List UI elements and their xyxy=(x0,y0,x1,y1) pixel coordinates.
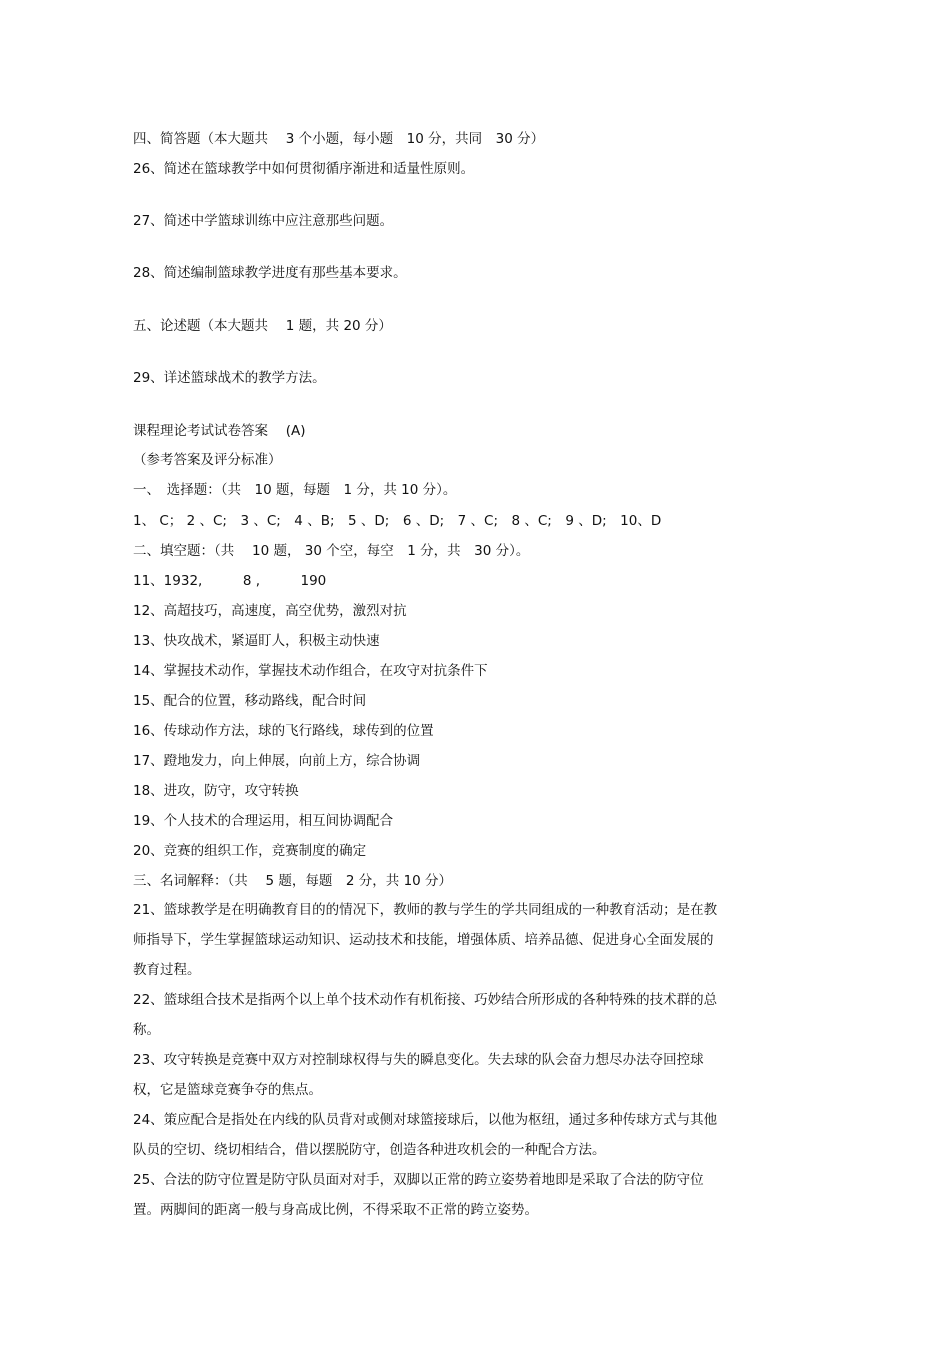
answer-sheet-subtitle: （参考答案及评分标准） xyxy=(133,452,282,468)
answer-15: 15、配合的位置，移动路线，配合时间 xyxy=(133,693,367,709)
answer-22: 22、篮球组合技术是指两个以上单个技术动作有机衔接、巧妙结合所形成的各种特殊的技术群的总称。 xyxy=(133,992,718,1038)
question-27: 27、简述中学篮球训练中应注意那些问题。 xyxy=(133,213,394,229)
answer-12: 12、高超技巧，高速度，高空优势，激烈对抗 xyxy=(133,603,407,619)
answer-13: 13、快攻战术，紧逼盯人，积极主动快速 xyxy=(133,633,380,649)
answer-11: 11、1932, 8 , 190 xyxy=(133,573,327,589)
section-5-title: 五、论述题（本大题共 1 题，共 20 分） xyxy=(133,318,392,334)
answer-24: 24、策应配合是指处在内线的队员背对或侧对球篮接球后，以他为枢纽，通过多种传球方式与其他队员的空切、绕切相结合，借以摆脱防守，创造各种进攻机会的一种配合方法。 xyxy=(133,1112,718,1158)
answer-17: 17、蹬地发力，向上伸展，向前上方，综合协调 xyxy=(133,753,421,769)
answer-19: 19、个人技术的合理运用，相互间协调配合 xyxy=(133,813,394,829)
part-1-title: 一、 选择题：（共 10 题，每题 1 分，共 10 分）。 xyxy=(133,482,457,498)
answer-sheet-title: 课程理论考试试卷答案 (A) xyxy=(133,423,306,439)
question-29: 29、详述篮球战术的教学方法。 xyxy=(133,370,326,386)
part-1-answers: 1、 C； 2 、C; 3 、C; 4 、B; 5 、D; 6 、D; 7 、C; 8 、C; 9 、D; 10、D xyxy=(133,513,662,529)
question-26: 26、简述在篮球教学中如何贯彻循序渐进和适量性原则。 xyxy=(133,161,475,177)
answer-21: 21、篮球教学是在明确教育目的的情况下，教师的教与学生的学共同组成的一种教育活动；是在教师指导下，学生掌握篮球运动知识、运动技术和技能，增强体质、培养品德、促进身心全面发展的教育过程。 xyxy=(133,902,718,978)
part-3-title: 三、名词解释：（共 5 题，每题 2 分，共 10 分） xyxy=(133,873,453,889)
answer-16: 16、传球动作方法，球的飞行路线，球传到的位置 xyxy=(133,723,434,739)
part-2-title: 二、填空题：（共 10 题， 30 个空，每空 1 分，共 30 分）。 xyxy=(133,543,530,559)
section-4-title: 四、简答题（本大题共 3 个小题，每小题 10 分，共同 30 分） xyxy=(133,131,545,147)
answer-18: 18、进攻，防守，攻守转换 xyxy=(133,783,299,799)
answer-14: 14、掌握技术动作，掌握技术动作组合，在攻守对抗条件下 xyxy=(133,663,488,679)
question-28: 28、简述编制篮球教学进度有那些基本要求。 xyxy=(133,265,407,281)
answer-25: 25、合法的防守位置是防守队员面对对手，双脚以正常的跨立姿势着地即是采取了合法的防守位置。两脚间的距离一般与身高成比例，不得采取不正常的跨立姿势。 xyxy=(133,1172,704,1218)
answer-20: 20、竞赛的组织工作，竞赛制度的确定 xyxy=(133,843,367,859)
answer-23: 23、攻守转换是竞赛中双方对控制球权得与失的瞬息变化。失去球的队会奋力想尽办法夺回控球权，它是篮球竞赛争夺的焦点。 xyxy=(133,1052,704,1098)
